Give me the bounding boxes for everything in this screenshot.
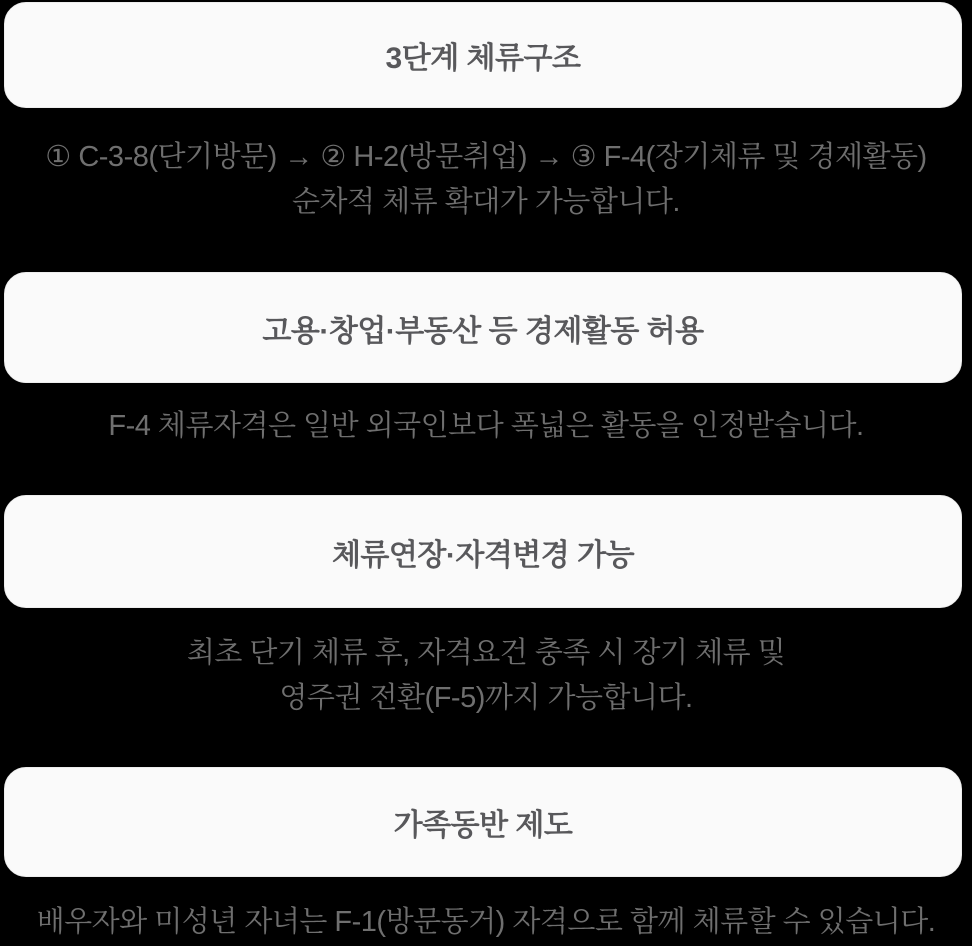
- section-card-family-accompany: [4, 767, 962, 877]
- body-line: 배우자와 미성년 자녀는 F-1(방문동거) 자격으로 함께 체류할 수 있습니다.: [36, 906, 936, 938]
- section-card-extension-change: [4, 495, 962, 608]
- info-section-stay-structure: [0, 2, 972, 225]
- section-body: [0, 135, 972, 225]
- section-title: 3단계 체류구조: [385, 42, 581, 75]
- section-title: 고용·창업·부동산 등 경제활동 허용: [262, 314, 704, 348]
- info-section-extension-change: [0, 495, 972, 721]
- section-title: 가족동반 제도: [393, 809, 573, 842]
- body-line: 최초 단기 체류 후, 자격요건 충족 시 장기 체류 및: [186, 637, 786, 669]
- section-body: [0, 900, 972, 945]
- section-card-economic-activity: [4, 272, 962, 383]
- section-title: 체류연장·자격변경 가능: [331, 538, 635, 572]
- body-line: 영주권 전환(F-5)까지 가능합니다.: [279, 682, 693, 714]
- section-body: [0, 404, 972, 449]
- info-section-economic-activity: [0, 272, 972, 449]
- section-card-stay-structure: [4, 2, 962, 108]
- body-line: ① C-3-8(단기방문) → ② H-2(방문취업) → ③ F-4(장기체류 및 경제활동): [45, 141, 927, 173]
- section-body: [0, 631, 972, 721]
- body-line: F-4 체류자격은 일반 외국인보다 폭넓은 활동을 인정받습니다.: [108, 410, 864, 442]
- info-section-family-accompany: [0, 767, 972, 945]
- body-line: 순차적 체류 확대가 가능합니다.: [292, 186, 680, 218]
